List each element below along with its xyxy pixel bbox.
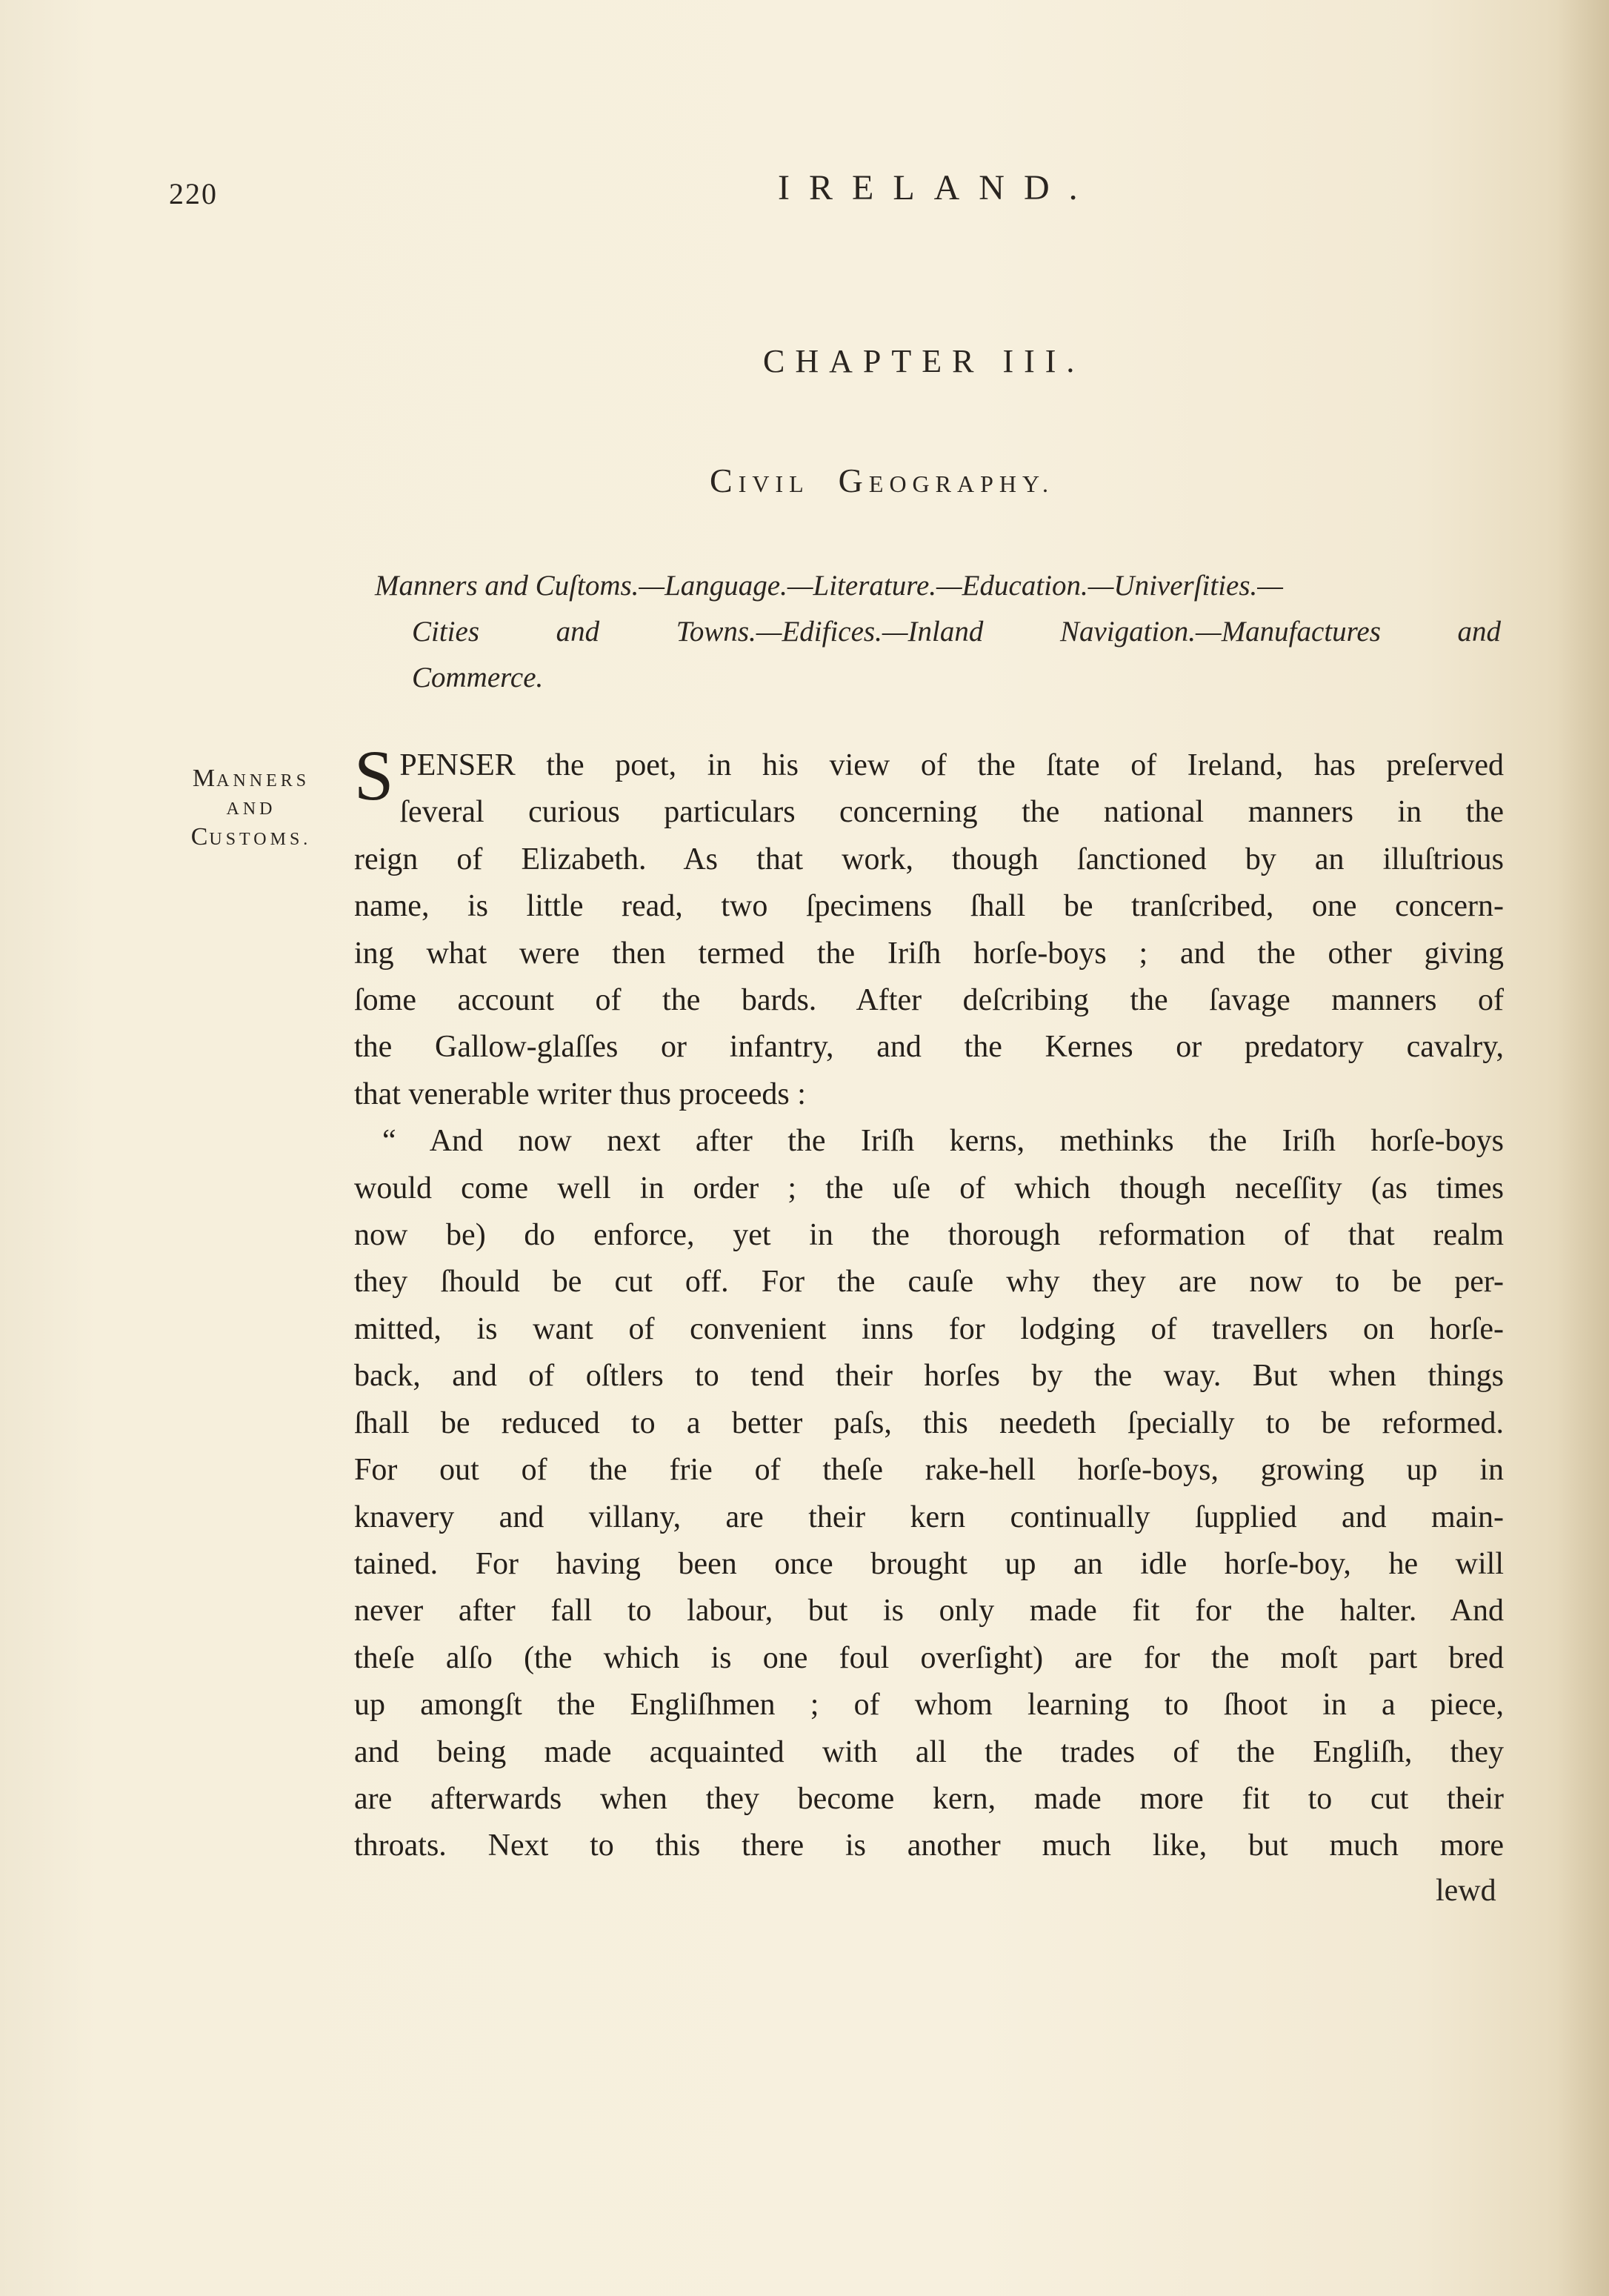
page-number: 220 [169,177,218,210]
text-line: up amongſt the Engliſhmen ; of whom learning to ſhoot in a piece, [354,1688,1504,1723]
text-line: are afterwards when they become kern, made more fit to cut their [354,1781,1504,1816]
text-line: ſhall be reduced to a better paſs, this needeth ſpecially to be reformed. [354,1405,1504,1440]
section-title-rest: IVIL [738,470,810,497]
text-line: now be) do enforce, yet in the thorough reformation of that realm [354,1218,1504,1253]
text-line: would come well in order ; the uſe of which though neceſſity (as times [354,1171,1504,1205]
text-line: reign of Elizabeth. As that work, though ſanctioned by an illuſtrious [354,842,1504,876]
chapter-contents [375,563,1501,701]
text-line: theſe alſo (the which is one foul overſight) are for the moſt part bred [354,1640,1504,1675]
page-gutter-shadow [1557,0,1609,2296]
section-title-initial: G [838,462,869,499]
margin-note-text: AND [226,799,276,819]
text-line: tained. For having been once brought up an idle horſe-boy, he will [354,1546,1504,1581]
text-line: the Gallow-glaſſes or infantry, and the Kernes or predatory cavalry, [354,1030,1504,1065]
section-title [710,461,1054,500]
contents-line: Commerce. [412,662,544,693]
body-text [354,736,1504,1870]
text-line: they ſhould be cut off. For the cauſe why they are now to be per- [354,1265,1504,1300]
text-line: throats. Next to this there is another much like, but much more [354,1829,1504,1863]
margin-note-cap: M [192,765,217,792]
text-line: ſeveral curious particulars concerning the national manners in the [399,795,1504,830]
text-line: that venerable writer thus proceeds : [354,1077,806,1111]
margin-note [181,765,322,853]
text-line: name, is little read, two ſpecimens ſhall be tranſcribed, one concern- [354,889,1504,924]
section-title-rest: EOGRAPHY. [868,470,1054,497]
text-line: For out of the frie of theſe rake-hell horſe-boys, growing up in [354,1453,1504,1488]
contents-line: Manners and Cuſtoms.—Language.—Literature.—Education.—Univerſities.— [375,570,1283,602]
margin-note-text: ANNERS [216,771,310,791]
text-line: PENSER the poet, in his view of the ſtate of Ireland, has preſerved [399,748,1504,782]
margin-note-cap: C [190,823,210,851]
catchword: lewd [1436,1874,1496,1908]
margin-note-text: USTOMS. [209,830,312,849]
text-line: ing what were then termed the Iriſh horſe-boys ; and the other giving [354,936,1504,971]
drop-cap: S [354,736,394,815]
text-line: ſome account of the bards. After deſcribing the ſavage manners of [354,983,1504,1018]
text-line: knavery and villany, are their kern continually ſupplied and main- [354,1500,1504,1534]
text-line: mitted, is want of convenient inns for lodging of travellers on horſe- [354,1311,1504,1346]
text-line: never after fall to labour, but is only made fit for the halter. And [354,1594,1504,1628]
chapter-title: CHAPTER III. [763,343,1085,379]
running-title: IRELAND. [778,168,1097,207]
text-line: and being made acquainted with all the trades of the Engliſh, they [354,1734,1504,1769]
text-line: back, and of oſtlers to tend their horſes by the way. But when things [354,1359,1504,1394]
text-line: “ And now next after the Iriſh kerns, methinks the Iriſh horſe-boys [382,1124,1504,1159]
contents-line: Cities and Towns.—Edifices.—Inland Navigation.—Manufactures and [412,616,1501,648]
section-title-initial: C [710,462,739,499]
